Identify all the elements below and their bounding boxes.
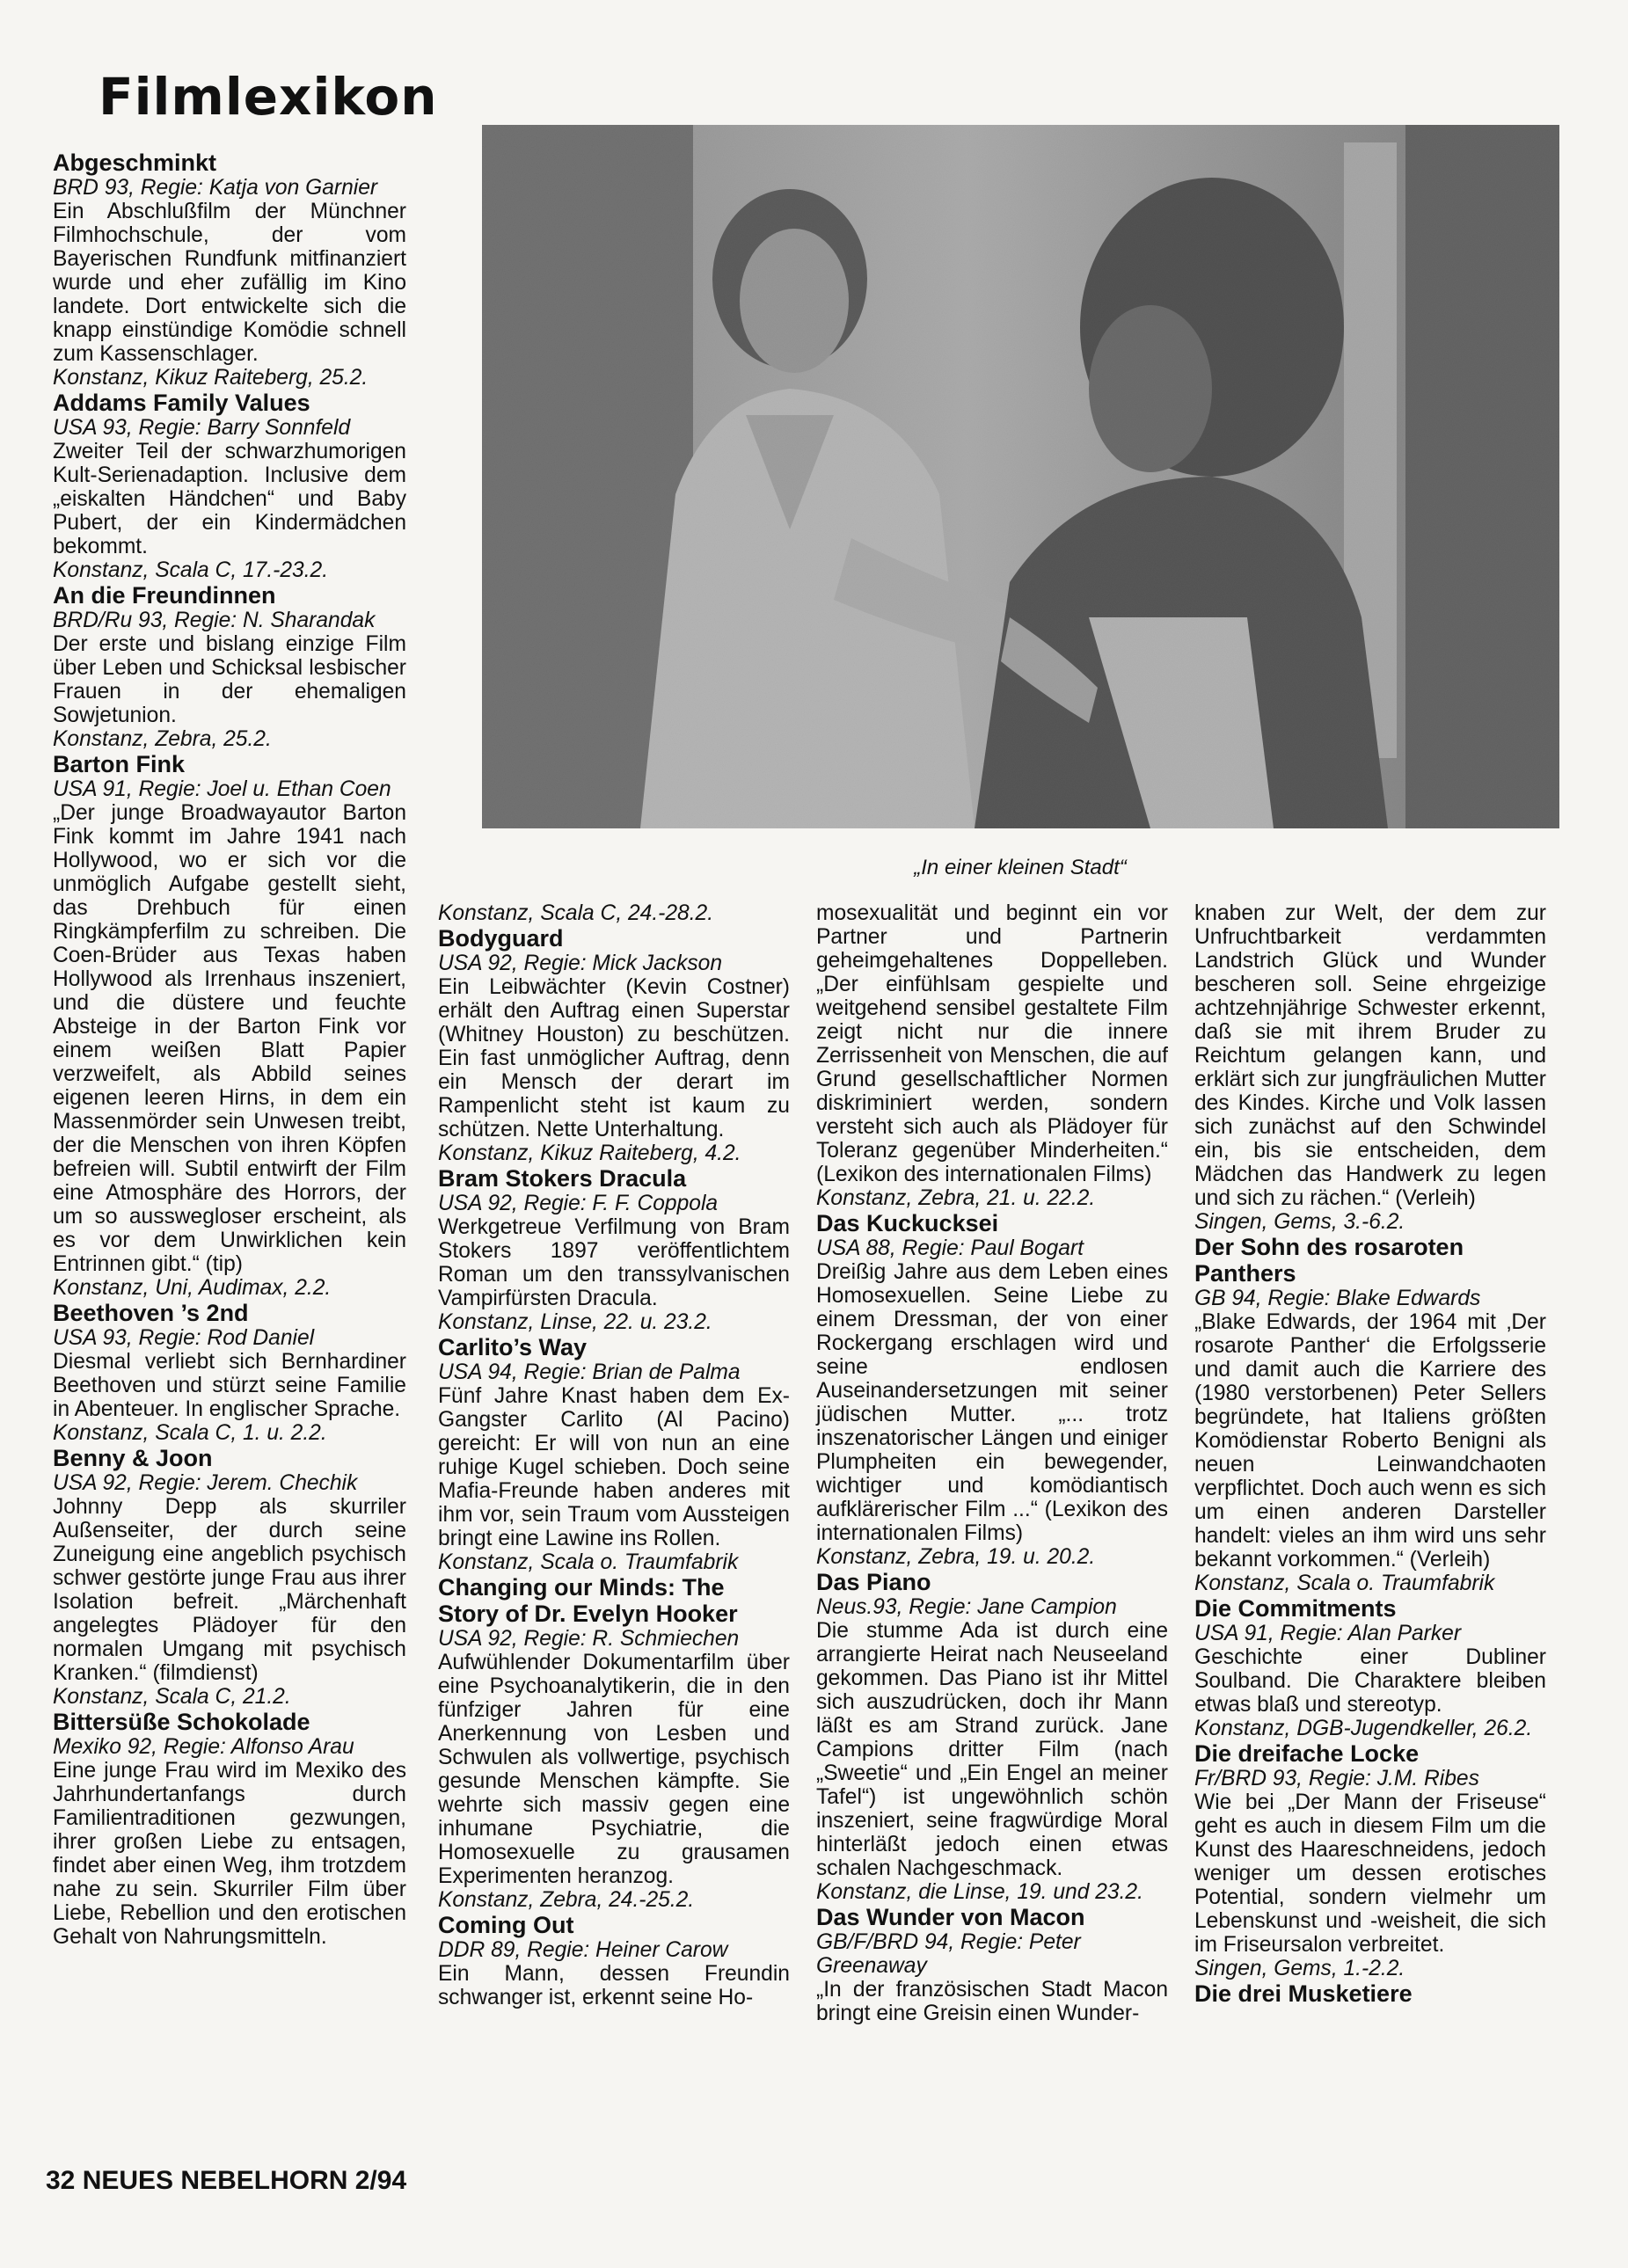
- film-entry: [438, 1334, 790, 1574]
- film-title: Abgeschminkt: [53, 149, 217, 176]
- film-credit: BRD 93, Regie: Katja von Garnier: [53, 176, 378, 200]
- film-title: Changing our Minds: The Story of Dr. Evelyn Hooker: [438, 1574, 738, 1627]
- film-credit: USA 93, Regie: Rod Daniel: [53, 1326, 315, 1350]
- film-venue: Konstanz, Kikuz Raiteberg, 25.2.: [53, 366, 369, 390]
- film-entry: [53, 1445, 406, 1709]
- film-description: Wie bei „Der Mann der Friseuse“ geht es auch in diesem Film um die Kunst des Haareschneidens, jedoch weniger um dessen erotisches Potential, sondern vielmehr um Lebenskunst und -weisheit, die sich im Friseursalon verbreitet.: [1194, 1790, 1546, 1957]
- film-title: Bram Stokers Dracula: [438, 1165, 687, 1192]
- film-credit: USA 92, Regie: Mick Jackson: [438, 952, 723, 975]
- film-description: „Der junge Broadwayautor Barton Fink kommt im Jahre 1941 nach Hollywood, wo er sich vor die unmöglich Aufgabe gestellt sieht, das Drehbuch für einen Ringkämpferfilm zu schreiben. Die Coen-Brüder aus Texas haben Hollywood als Irrenhaus inszeniert, und die düstere und feuchte Absteige in der Barton Fink vor einem weißen Blatt Papier verzweifelt, als Abbild seines eigenen leeren Hirns, in dem ein Massenmörder sein Unwesen treibt, der die Menschen von ihren Köpfen befreien will. Subtil entwirft der Film eine Atmosphäre des Horrors, der um so ausswegloser erscheint, als es vor dem Unwirklichen kein Entrinnen gibt.“ (tip): [53, 801, 406, 1276]
- film-title: Addams Family Values: [53, 390, 310, 416]
- continued-venue: Konstanz, Scala C, 24.-28.2.: [438, 901, 714, 925]
- film-venue: Konstanz, Kikuz Raiteberg, 4.2.: [438, 1141, 741, 1165]
- film-entry: [438, 925, 790, 1165]
- film-entry: [1194, 1980, 1546, 2007]
- film-still-photo: [482, 125, 1559, 828]
- film-entry: [438, 1165, 790, 1334]
- film-title: Das Wunder von Macon: [816, 1904, 1085, 1930]
- film-credit: USA 92, Regie: Jerem. Chechik: [53, 1471, 358, 1495]
- film-description: Fünf Jahre Knast haben dem Ex-Gangster Carlito (Al Pacino) gereicht: Er will von nun an eine ruhige Kugel schieben. Doch seine Mafia-Freunde haben anderes mit ihm vor, sein Traum vom Aussteigen bringt eine Lawine ins Rollen.: [438, 1384, 790, 1550]
- film-description: Ein Abschlußfilm der Münchner Filmhochschule, der vom Bayerischen Rundfunk mitfinanziert wurde und eher zufällig im Kino landete. Dort entwickelte sich die knapp einstündige Komödie schnell zum Kassenschlager.: [53, 200, 406, 366]
- film-venue: Konstanz, Scala C, 1. u. 2.2.: [53, 1421, 327, 1445]
- film-credit: USA 92, Regie: F. F. Coppola: [438, 1192, 719, 1215]
- continued-venue: Konstanz, Zebra, 21. u. 22.2.: [816, 1186, 1096, 1210]
- film-title: Barton Fink: [53, 751, 186, 777]
- film-title: Die dreifache Locke: [1194, 1740, 1420, 1767]
- film-title: Bodyguard: [438, 925, 564, 952]
- continued-description: mosexualität und beginnt ein vor Partner und Partnerin geheimgehaltenes Doppelleben. „Der einfühlsam gespielte und weitgehend sensibel gestaltete Film zeigt nicht nur die innere Zerrissenheit von Menschen, die auf Grund gesellschaftlicher Normen diskriminiert werden, sondern versteht sich auch als Plädoyer für Toleranz gegenüber Minderheiten.“ (Lexikon des internationalen Films): [816, 901, 1168, 1186]
- film-title: Der Sohn des rosaroten Panthers: [1194, 1234, 1464, 1287]
- page-footer: 32 NEUES NEBELHORN 2/94: [46, 2166, 407, 2195]
- film-entry: [1194, 1740, 1546, 1980]
- listing-column-3: [816, 901, 1168, 2025]
- film-still-image: [482, 125, 1559, 828]
- film-description: Werkgetreue Verfilmung von Bram Stokers 1897 veröffentlichtem Roman um den transsylvanischen Vampirfürsten Dracula.: [438, 1215, 790, 1310]
- film-description: „In der französischen Stadt Macon bringt eine Greisin einen Wunder-: [816, 1978, 1168, 2025]
- film-description: „Blake Edwards, der 1964 mit ‚Der rosarote Panther‘ die Erfolgsserie und damit auch die Karriere des (1980 verstorbenen) Peter Sellers begründete, hat Italiens größten Komödienstar Roberto Benigni als neuen Leinwandchaoten verpflichtet. Doch auch wenn es sich um einen anderen Darsteller handelt: vieles an ihm wird uns sehr bekannt vorkommen.“ (Verleih): [1194, 1310, 1546, 1572]
- film-venue: Konstanz, Zebra, 19. u. 20.2.: [816, 1545, 1096, 1569]
- film-entry: [1194, 1595, 1546, 1740]
- film-description: Johnny Depp als skurriler Außenseiter, der durch seine Zuneigung eine angeblich psychisch schwer gestörte junge Frau aus ihrer Isolation befreit. „Märchenhaft angelegtes Plädoyer für den normalen Umgang mit psychisch Kranken.“ (filmdienst): [53, 1495, 406, 1685]
- film-description: Ein Mann, dessen Freundin schwanger ist, erkennt seine Ho-: [438, 1962, 790, 2009]
- listing-column-1: [53, 149, 406, 1949]
- film-title: Das Piano: [816, 1569, 931, 1595]
- film-credit: DDR 89, Regie: Heiner Carow: [438, 1938, 728, 1962]
- film-description: Geschichte einer Dubliner Soulband. Die Charaktere bleiben etwas blaß und stereotyp.: [1194, 1645, 1546, 1717]
- film-description: Diesmal verliebt sich Bernhardiner Beethoven und stürzt seine Familie in Abenteuer. In englischer Sprache.: [53, 1350, 406, 1421]
- film-entry: [1194, 1234, 1546, 1595]
- film-credit: USA 92, Regie: R. Schmiechen: [438, 1627, 740, 1651]
- film-title: Carlito’s Way: [438, 1334, 588, 1360]
- film-entry: [816, 1569, 1168, 1904]
- film-title: Benny & Joon: [53, 1445, 213, 1471]
- masthead-title: Filmlexikon: [99, 67, 438, 127]
- continued-venue: Singen, Gems, 3.-6.2.: [1194, 1210, 1405, 1234]
- film-description: Der erste und bislang einzige Film über Leben und Schicksal lesbischer Frauen in der ehemaligen Sowjetunion.: [53, 632, 406, 727]
- film-entry: [816, 1210, 1168, 1569]
- film-description: Ein Leibwächter (Kevin Costner) erhält den Auftrag einen Superstar (Whitney Houston) zu beschützen. Ein fast unmöglicher Auftrag, denn ein Mensch der derart im Rampenlicht steht ist kaum zu schützen. Nette Unterhaltung.: [438, 975, 790, 1141]
- photo-caption: „In einer kleinen Stadt“: [914, 856, 1127, 879]
- film-description: Die stumme Ada ist durch eine arrangierte Heirat nach Neuseeland gekommen. Das Piano ist ihr Mittel sich auszudrücken, doch ihr Mann läßt es am Strand zurück. Jane Campions dritter Film (nach „Sweetie“ und „Ein Engel an meiner Tafel“) ist ungewöhnlich schön inszeniert, seine fragwürdige Moral hinterläßt jedoch einen etwas schalen Nachgeschmack.: [816, 1619, 1168, 1880]
- film-credit: USA 94, Regie: Brian de Palma: [438, 1360, 741, 1384]
- film-description: Zweiter Teil der schwarzhumorigen Kult-Serienadaption. Inclusive dem „eiskalten Händchen“ und Baby Pubert, der ein Kindermädchen bekommt.: [53, 440, 406, 558]
- film-entry: [53, 149, 406, 390]
- film-entry: [53, 582, 406, 751]
- film-credit: GB/F/BRD 94, Regie: Peter Greenaway: [816, 1930, 1081, 1978]
- film-venue: Konstanz, Scala o. Traumfabrik: [438, 1550, 739, 1574]
- film-venue: Konstanz, Zebra, 24.-25.2.: [438, 1888, 695, 1912]
- film-entry: [53, 390, 406, 582]
- film-entry: [816, 1904, 1168, 2025]
- film-title: Bittersüße Schokolade: [53, 1709, 310, 1735]
- film-venue: Konstanz, die Linse, 19. und 23.2.: [816, 1880, 1143, 1904]
- film-credit: Fr/BRD 93, Regie: J.M. Ribes: [1194, 1767, 1479, 1790]
- film-venue: Konstanz, Uni, Audimax, 2.2.: [53, 1276, 332, 1300]
- film-title: Die Commitments: [1194, 1595, 1397, 1622]
- film-description: Aufwühlender Dokumentarfilm über eine Psychoanalytikerin, die in den fünfziger Jahren für eine Anerkennung von Lesben und Schwulen als vollwertige, psychisch gesunde Menschen kämpfte. Sie wehrte sich massiv gegen eine inhumane Psychiatrie, die Homosexuelle zu grausamen Experimenten heranzog.: [438, 1651, 790, 1888]
- film-description: Dreißig Jahre aus dem Leben eines Homosexuellen. Seine Liebe zu einem Dressman, der von einer Rockergang erschlagen wird und seine endlosen Auseinandersetzungen mit seiner jüdischen Mutter. „... trotz inszenatorischer Längen und einiger Plumpheiten ein bewegender, wichtiger und komödiantisch aufklärerischer Film ...“ (Lexikon des internationalen Films): [816, 1260, 1168, 1545]
- film-venue: Konstanz, DGB-Jugendkeller, 26.2.: [1194, 1717, 1533, 1740]
- film-credit: Mexiko 92, Regie: Alfonso Arau: [53, 1735, 354, 1759]
- film-credit: Neus.93, Regie: Jane Campion: [816, 1595, 1117, 1619]
- film-entry: [438, 1574, 790, 1912]
- film-description: Eine junge Frau wird im Mexiko des Jahrhundertanfangs durch Familientraditionen gezwungen, ihrer großen Liebe zu entsagen, findet aber einen Weg, ihm trotzdem nahe zu sein. Skurriler Film über Liebe, Rebellion und den erotischen Gehalt von Nahrungsmitteln.: [53, 1759, 406, 1949]
- film-credit: USA 93, Regie: Barry Sonnfeld: [53, 416, 351, 440]
- film-credit: BRD/Ru 93, Regie: N. Sharandak: [53, 609, 376, 632]
- film-venue: Konstanz, Scala C, 21.2.: [53, 1685, 291, 1709]
- film-title: Coming Out: [438, 1912, 574, 1938]
- film-venue: Konstanz, Scala C, 17.-23.2.: [53, 558, 329, 582]
- film-venue: Singen, Gems, 1.-2.2.: [1194, 1957, 1405, 1980]
- film-credit: USA 88, Regie: Paul Bogart: [816, 1236, 1084, 1260]
- film-credit: GB 94, Regie: Blake Edwards: [1194, 1287, 1481, 1310]
- film-credit: USA 91, Regie: Joel u. Ethan Coen: [53, 777, 391, 801]
- film-entry: [53, 1709, 406, 1949]
- film-title: An die Freundinnen: [53, 582, 276, 609]
- listing-column-4: [1194, 901, 1546, 2007]
- listing-column-2: [438, 901, 790, 2009]
- film-venue: Konstanz, Zebra, 25.2.: [53, 727, 272, 751]
- film-title: Die drei Musketiere: [1194, 1980, 1413, 2007]
- film-venue: Konstanz, Linse, 22. u. 23.2.: [438, 1310, 712, 1334]
- continued-description: knaben zur Welt, der dem zur Unfruchtbarkeit verdammten Landstrich Glück und Wunder bescheren soll. Seine ehrgeizige achtzehnjährige Schwester erkennt, daß sie mit ihrem Bruder zu Reichtum gelangen kann, und erklärt sich zur jungfräulichen Mutter des Kindes. Kirche und Volk lassen sich zunächst auf den Schwindel ein, bis sie entscheiden, dem Mädchen das Handwerk zu legen und sich zu rächen.“ (Verleih): [1194, 901, 1546, 1210]
- film-title: Das Kuckucksei: [816, 1210, 999, 1236]
- film-entry: [53, 1300, 406, 1445]
- film-title: Beethoven ’s 2nd: [53, 1300, 249, 1326]
- film-entry: [53, 751, 406, 1300]
- film-credit: USA 91, Regie: Alan Parker: [1194, 1622, 1462, 1645]
- film-venue: Konstanz, Scala o. Traumfabrik: [1194, 1572, 1495, 1595]
- film-entry: [438, 1912, 790, 2009]
